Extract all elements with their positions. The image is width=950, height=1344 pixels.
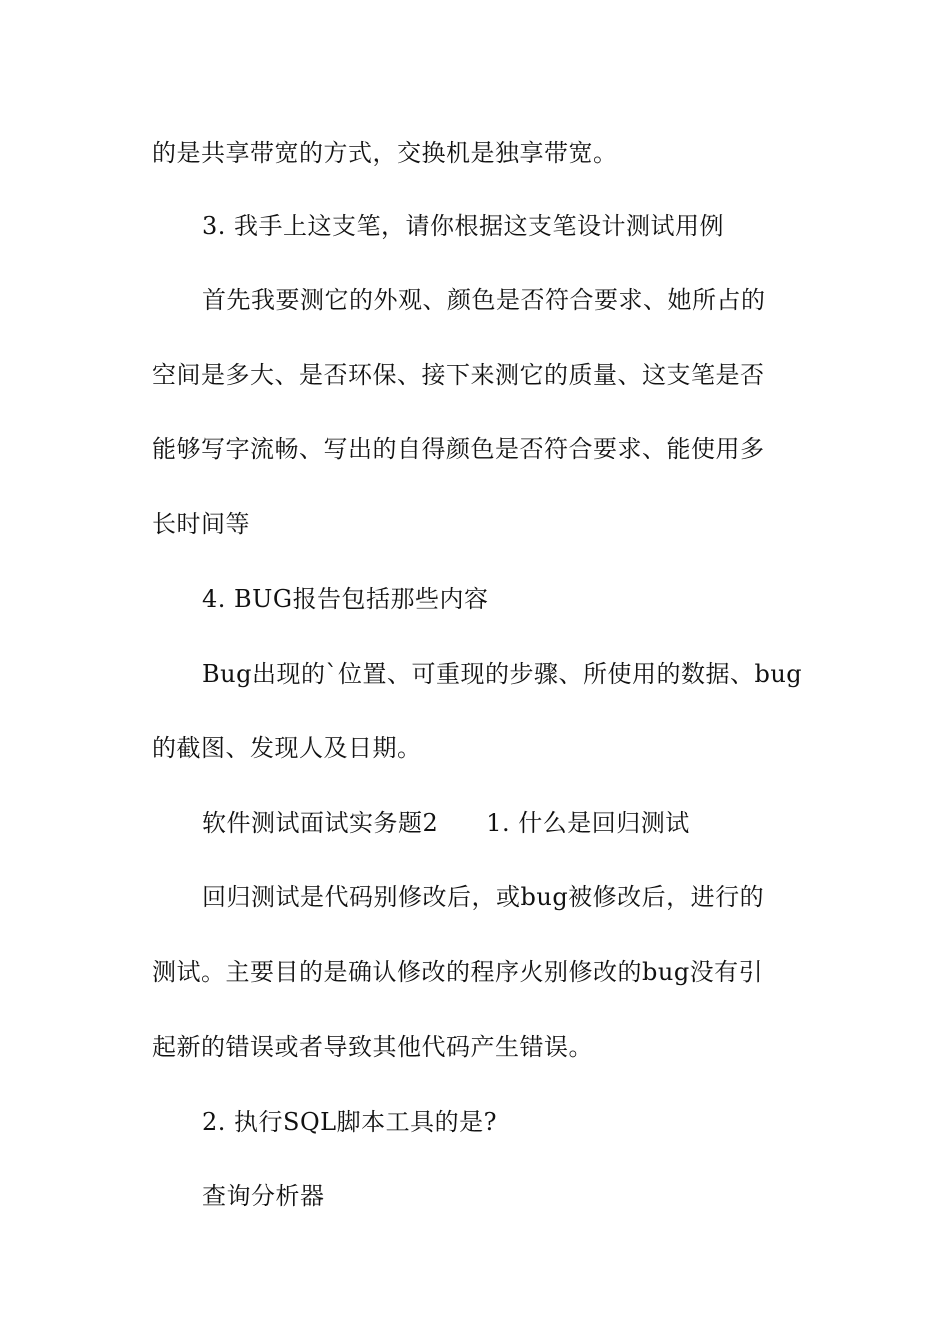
paragraph-line: Bug出现的`位置、可重现的步骤、所使用的数据、bug <box>202 660 803 688</box>
paragraph-line: 长时间等 <box>152 510 250 538</box>
paragraph-line: 查询分析器 <box>202 1182 325 1210</box>
paragraph-line: 空间是多大、是否环保、接下来测它的质量、这支笔是否 <box>152 361 765 389</box>
paragraph-line: 的是共享带宽的方式，交换机是独享带宽。 <box>152 139 618 167</box>
question-heading: 1. 什么是回归测试 <box>486 809 690 837</box>
paragraph-line: 的截图、发现人及日期。 <box>152 734 422 762</box>
section-title: 软件测试面试实务题2 <box>202 809 439 837</box>
paragraph-line: 能够写字流畅、写出的自得颜色是否符合要求、能使用多 <box>152 435 765 463</box>
question-heading: 3. 我手上这支笔，请你根据这支笔设计测试用例 <box>202 212 725 240</box>
paragraph-line: 起新的错误或者导致其他代码产生错误。 <box>152 1033 593 1061</box>
section-heading-line <box>202 808 882 838</box>
paragraph-line: 测试。主要目的是确认修改的程序火别修改的bug没有引 <box>152 958 764 986</box>
question-heading: 2. 执行SQL脚本工具的是? <box>202 1108 497 1136</box>
question-heading: 4. BUG报告包括那些内容 <box>202 585 489 613</box>
paragraph-line: 回归测试是代码别修改后，或bug被修改后，进行的 <box>202 883 765 911</box>
paragraph-line: 首先我要测它的外观、颜色是否符合要求、她所占的 <box>202 286 766 314</box>
